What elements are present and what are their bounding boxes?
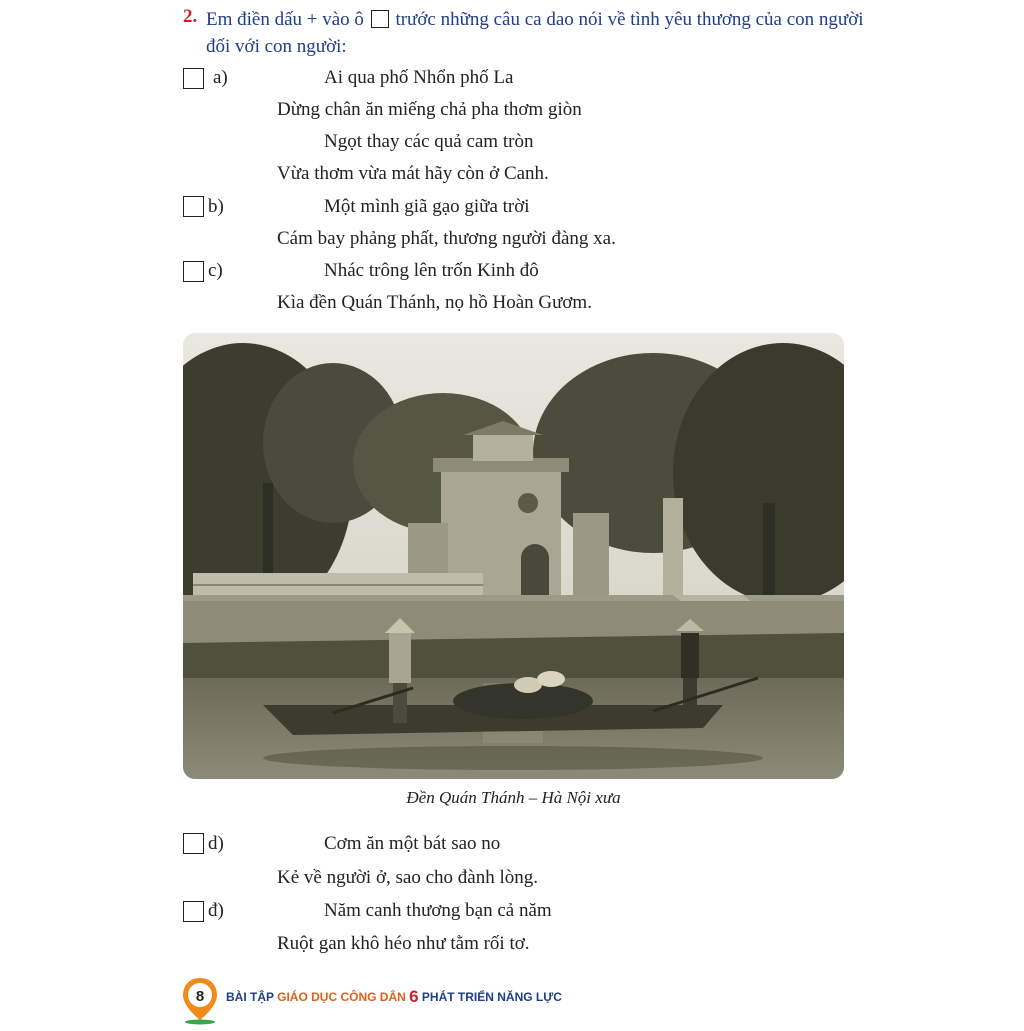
- verse-line: Một mình giã gạo giữa trời: [324, 196, 530, 217]
- question-text-after: trước những câu ca dao nói về tình yêu thương của con người đối với con người:: [206, 9, 864, 57]
- verse-line: Cơm ăn một bát sao no: [324, 833, 501, 854]
- checkbox-option-b[interactable]: [183, 196, 204, 217]
- checkbox-option-c[interactable]: [183, 261, 204, 282]
- verse-line: Nhác trông lên trốn Kinh đô: [324, 260, 539, 281]
- option-label-b: b): [208, 196, 224, 217]
- verse-line: Năm canh thương bạn cả năm: [324, 900, 552, 921]
- option-label-c: c): [208, 260, 223, 281]
- footer-part4: PHÁT TRIỂN NĂNG LỰC: [418, 990, 562, 1004]
- temple-photo: [183, 333, 844, 779]
- checkbox-option-a[interactable]: [183, 68, 204, 89]
- question-text: [206, 6, 866, 60]
- checkbox-option-dd[interactable]: [183, 901, 204, 922]
- verse-line: Ngọt thay các quả cam tròn: [324, 131, 534, 152]
- footer-part3: 6: [409, 987, 419, 1006]
- verse-line: Dừng chân ăn miếng chả pha thơm giòn: [277, 99, 582, 120]
- verse-line: Kìa đền Quán Thánh, nọ hồ Hoàn Gươm.: [277, 292, 592, 313]
- verse-line: Ruột gan khô héo như tằm rối tơ.: [277, 933, 530, 954]
- photo-caption: Đền Quán Thánh – Hà Nội xưa: [406, 788, 621, 807]
- footer-title: [226, 987, 562, 1007]
- question-number: 2.: [183, 6, 198, 27]
- option-label-d: d): [208, 833, 224, 854]
- option-label-a: a): [213, 67, 228, 88]
- verse-line: Kẻ về người ở, sao cho đành lòng.: [277, 867, 538, 888]
- inline-checkbox-icon: [371, 10, 389, 28]
- footer-part2: GIÁO DỤC CÔNG DÂN: [277, 990, 410, 1004]
- footer-part1: BÀI TẬP: [226, 990, 278, 1004]
- verse-line: Vừa thơm vừa mát hãy còn ở Canh.: [277, 163, 549, 184]
- question-text-before: Em điền dấu + vào ô: [206, 9, 364, 30]
- verse-line: Cám bay phảng phất, thương người đàng xa.: [277, 228, 616, 249]
- checkbox-option-d[interactable]: [183, 833, 204, 854]
- option-label-dd: đ): [208, 900, 224, 921]
- page-number: 8: [195, 988, 205, 1005]
- page-number-badge: [180, 976, 220, 1026]
- verse-line: Ai qua phố Nhổn phố La: [324, 67, 514, 88]
